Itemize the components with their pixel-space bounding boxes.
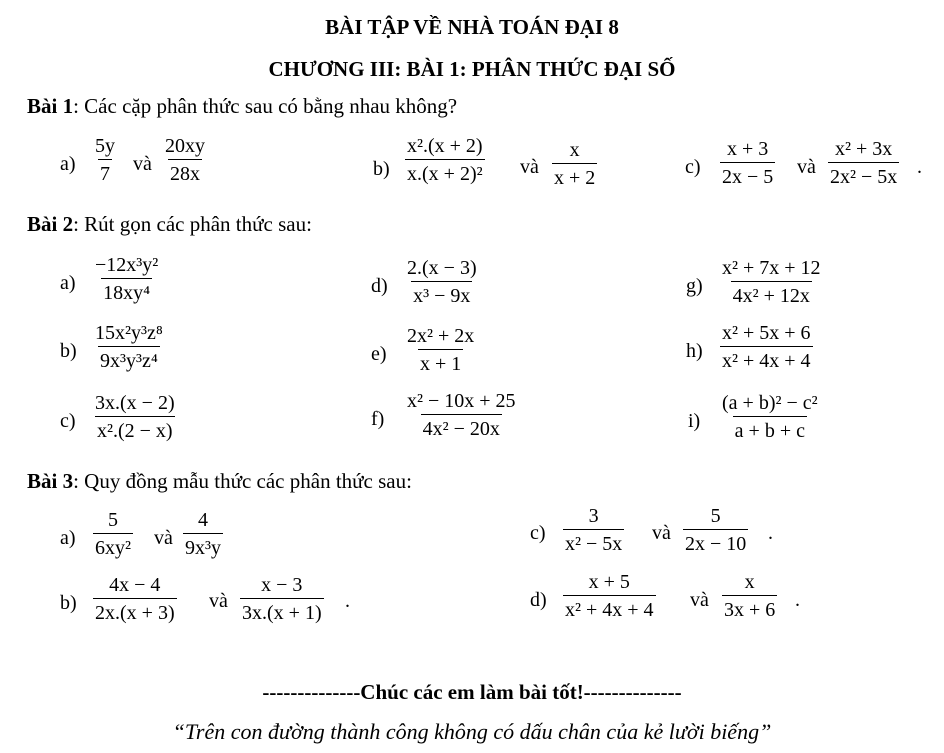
exercise-2-text: : Rút gọn các phân thức sau: <box>73 212 312 236</box>
ex1-a-f2-den: 28x <box>168 159 202 184</box>
ex3-c-fraction-2 <box>683 506 748 554</box>
ex2-i-num: (a + b)² − c² <box>722 392 818 414</box>
ex1-c-f1-num: x + 3 <box>727 138 769 160</box>
ex2-a-den: 18xy⁴ <box>101 278 152 303</box>
ex3-c-fraction-1 <box>563 506 624 554</box>
ex3-a-letter: a) <box>60 527 76 549</box>
ex1-c-connector: và <box>797 156 816 178</box>
ex2-e-fraction <box>405 326 476 374</box>
ex3-a-f1-num: 5 <box>108 509 118 531</box>
ex2-d-den: x³ − 9x <box>411 281 472 306</box>
ex3-d-fraction-1 <box>563 572 656 620</box>
ex2-c-num: 3x.(x − 2) <box>95 392 175 414</box>
ex2-c-fraction <box>93 393 177 441</box>
ex3-d-f2-num: x <box>744 571 755 593</box>
ex1-b-fraction-2 <box>552 140 597 188</box>
ex3-c-f2-num: 5 <box>710 505 721 527</box>
ex2-h-letter: h) <box>686 340 703 362</box>
ex1-a-fraction-2 <box>163 136 207 184</box>
ex3-b-fraction-2 <box>240 575 324 623</box>
ex2-i-fraction <box>720 393 820 441</box>
ex3-b-letter: b) <box>60 592 77 614</box>
ex2-e-num: 2x² + 2x <box>407 325 475 347</box>
ex2-f-num: x² − 10x + 25 <box>407 390 516 412</box>
ex3-c-f1-den: x² − 5x <box>563 529 624 554</box>
ex3-d-connector: và <box>690 589 709 611</box>
ex1-b-f1-den: x.(x + 2)² <box>405 159 485 184</box>
motivational-quote: “Trên con đường thành công không có dấu chân của kẻ lười biếng” <box>172 719 772 744</box>
ex1-c-letter: c) <box>685 156 701 178</box>
ex1-a-fraction-1 <box>93 136 117 184</box>
ex2-f-letter: f) <box>371 408 385 430</box>
exercise-3-heading <box>27 469 412 494</box>
ex2-e-letter: e) <box>371 343 387 365</box>
ex3-c-f2-den: 2x − 10 <box>683 529 748 554</box>
ex3-c-letter: c) <box>530 522 546 544</box>
ex3-b-f1-num: 4x − 4 <box>109 574 161 596</box>
ex1-b-connector: và <box>520 156 539 178</box>
ex3-d-f1-num: x + 5 <box>588 571 630 593</box>
ex1-c-period: . <box>917 156 922 178</box>
ex1-b-f2-den: x + 2 <box>552 163 597 188</box>
ex1-b-letter: b) <box>373 158 390 180</box>
ex2-a-num: −12x³y² <box>95 254 159 276</box>
ex2-i-den: a + b + c <box>733 416 807 441</box>
ex3-a-fraction-1 <box>93 510 133 558</box>
ex1-a-f1-den: 7 <box>98 159 112 184</box>
ex3-a-f2-den: 9x³y <box>183 533 223 558</box>
ex3-c-connector: và <box>652 522 671 544</box>
ex3-d-f2-den: 3x + 6 <box>722 595 777 620</box>
ex2-b-letter: b) <box>60 340 77 362</box>
ex2-h-fraction <box>720 323 813 371</box>
ex3-b-connector: và <box>209 590 228 612</box>
ex2-f-fraction <box>405 391 518 439</box>
ex1-a-connector: và <box>133 153 152 175</box>
ex2-d-fraction <box>405 258 479 306</box>
ex2-d-num: 2.(x − 3) <box>407 257 477 279</box>
ex1-a-f1-num: 5y <box>95 135 115 157</box>
ex3-d-period: . <box>795 589 800 611</box>
ex2-b-den: 9x³y³z⁴ <box>98 346 160 371</box>
exercise-2-heading <box>27 212 312 237</box>
exercise-3-label: Bài 3 <box>27 469 74 493</box>
ex2-g-fraction <box>720 258 823 306</box>
ex1-a-letter: a) <box>60 153 76 175</box>
ex3-a-f1-den: 6xy² <box>93 533 133 558</box>
ex2-f-den: 4x² − 20x <box>421 414 502 439</box>
page-title: BÀI TẬP VỀ NHÀ TOÁN ĐẠI 8 <box>325 15 619 39</box>
ex2-a-letter: a) <box>60 272 76 294</box>
ex2-b-num: 15x²y³z⁸ <box>95 322 163 344</box>
ex2-b-fraction <box>93 323 165 371</box>
ex1-c-f2-den: 2x² − 5x <box>828 162 899 187</box>
ex1-c-fraction-1 <box>720 139 775 187</box>
ex1-c-f1-den: 2x − 5 <box>720 162 775 187</box>
ex3-b-fraction-1 <box>93 575 177 623</box>
ex3-c-f1-num: 3 <box>588 505 599 527</box>
exercise-3-text: : Quy đồng mẫu thức các phân thức sau: <box>73 469 412 493</box>
ex3-a-fraction-2 <box>183 510 223 558</box>
exercise-1-text: : Các cặp phân thức sau có bằng nhau không? <box>73 94 458 118</box>
ex1-c-f2-num: x² + 3x <box>835 138 893 160</box>
ex2-c-letter: c) <box>60 410 76 432</box>
ex3-d-fraction-2 <box>722 572 777 620</box>
ex3-a-connector: và <box>154 527 173 549</box>
ex1-a-f2-num: 20xy <box>165 135 205 157</box>
exercise-2-label: Bài 2 <box>27 212 74 236</box>
ex2-h-den: x² + 4x + 4 <box>720 346 813 371</box>
ex3-d-f1-den: x² + 4x + 4 <box>563 595 656 620</box>
ex2-c-den: x².(2 − x) <box>95 416 175 441</box>
ex3-b-f2-num: x − 3 <box>261 574 303 596</box>
exercise-1-heading <box>27 94 457 119</box>
ex1-b-f2-num: x <box>569 139 580 161</box>
ex1-c-fraction-2 <box>828 139 899 187</box>
ex1-b-f1-num: x².(x + 2) <box>407 135 483 157</box>
ex2-g-num: x² + 7x + 12 <box>722 257 821 279</box>
ex3-d-letter: d) <box>530 589 547 611</box>
ex2-g-letter: g) <box>686 275 703 297</box>
ex3-b-period: . <box>345 590 350 612</box>
ex3-a-f2-num: 4 <box>198 509 208 531</box>
ex3-b-f1-den: 2x.(x + 3) <box>93 598 177 623</box>
ex1-b-fraction-1 <box>405 136 485 184</box>
exercise-1-label: Bài 1 <box>27 94 74 118</box>
ex3-c-period: . <box>768 522 773 544</box>
ex2-e-den: x + 1 <box>418 349 463 374</box>
page-subtitle: CHƯƠNG III: BÀI 1: PHÂN THỨC ĐẠI SỐ <box>268 57 676 81</box>
ex2-g-den: 4x² + 12x <box>731 281 812 306</box>
closing-line: --------------Chúc các em làm bài tốt!-------------- <box>262 680 682 704</box>
ex2-d-letter: d) <box>371 275 388 297</box>
ex2-i-letter: i) <box>688 410 701 432</box>
ex2-a-fraction <box>93 255 160 303</box>
ex3-b-f2-den: 3x.(x + 1) <box>240 598 324 623</box>
ex2-h-num: x² + 5x + 6 <box>722 322 811 344</box>
